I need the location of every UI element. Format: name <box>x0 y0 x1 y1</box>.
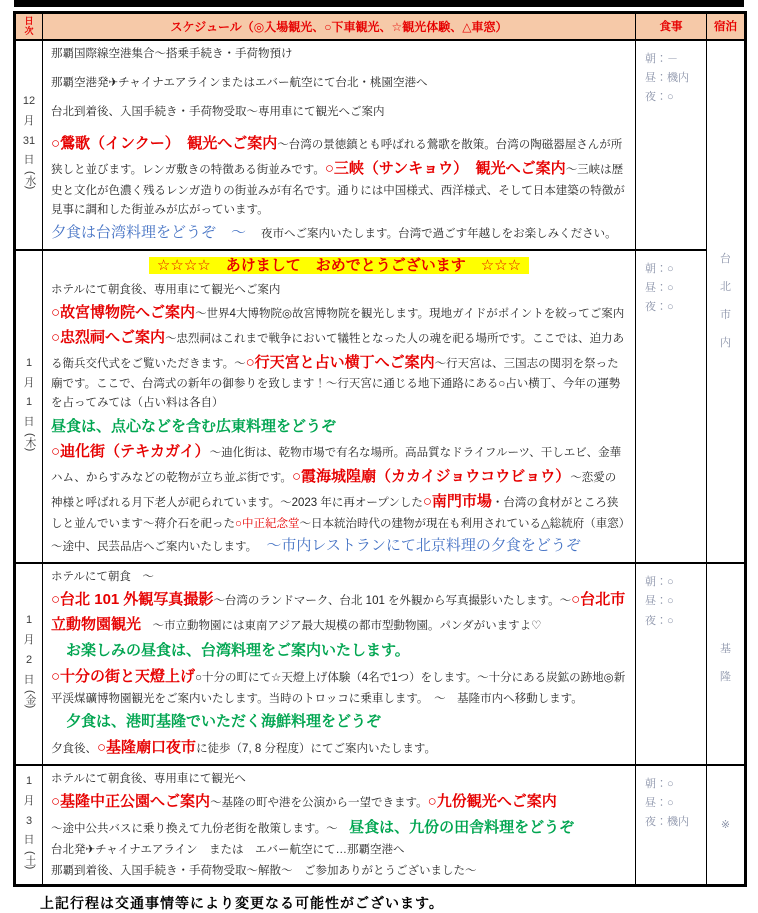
stay-char: 内 <box>720 336 731 349</box>
meal-line: 夜：機内 <box>645 816 689 829</box>
text-segment: ・台湾の食材がところ狭しと並んでいます～蒋介石を祀った <box>51 497 619 531</box>
text-segment: ホテルにて朝食後、専用車にて観光へご案内 <box>51 283 281 296</box>
text-segment: ～三峡は歴史と文化が色濃く残るレンガ造りの街並みが有名です。通りには中国様式、西洋様式、そして日本建築の特徴が見事に調和した街並みが広がっています。 <box>51 163 625 216</box>
text-segment: ○三峡（サンキョウ） 観光へご案内 <box>324 159 566 177</box>
text-segment: 台北発✈チャイナエアライン または エバー航空にて…那覇空港へ <box>51 844 405 857</box>
itinerary-table <box>13 11 747 887</box>
top-divider-bar <box>14 0 744 7</box>
meal-line: 朝：○ <box>645 777 674 790</box>
meal-line: 昼：機内 <box>645 71 689 84</box>
meal-line: 朝：○ <box>645 262 674 275</box>
text-segment: 夕食は、港町基隆でいただく海鮮料理をどうぞ <box>51 712 382 730</box>
schedule-paragraph <box>51 588 627 638</box>
text-segment: ～行天宮は、三国志の関羽を祭った廟です。ここで、台湾式の新年の御参りを致します！～行天宮に通じる地下通路にある○占い横丁、今年の運勢を占ってみては（占い料は各自） <box>51 357 621 410</box>
day-char: 月 <box>23 794 35 807</box>
schedule-cell <box>43 765 636 886</box>
stay-char: 基 <box>720 643 731 656</box>
text-segment: 夕食は台湾料理をどうぞ ～ <box>51 223 262 241</box>
text-segment: ～市立動物園には東南アジア最大規模の都市型動物園。パンダがいますよ♡ <box>141 620 542 633</box>
text-segment: ○霞海城隍廟（カカイジョウコウビョウ） <box>291 468 571 486</box>
text-segment: ～日本統治時代の建物が現在も利用されている△総統府（車窓）～途中、民芸品店へご案内いたします。 <box>51 518 625 554</box>
header-meal-column: 食事 <box>636 13 707 40</box>
highlight-banner <box>51 254 627 279</box>
text-segment: ～忠烈祠はこれまで戦争において犠牲となった人の魂を祀る場所です。ここでは、迫力ある衛兵交代式をご覧いただきます。～ <box>51 332 625 370</box>
day-of-week: (水) <box>23 171 36 190</box>
stay-char: 北 <box>720 280 731 293</box>
schedule-paragraph <box>51 862 627 881</box>
header-day-column <box>15 13 43 40</box>
stay-cell <box>707 765 746 886</box>
meal-line: 昼：○ <box>645 796 674 809</box>
meal-line: 夜：○ <box>645 301 674 314</box>
text-segment: ○行天宮と占い横丁へご案内 <box>245 353 435 371</box>
text-segment: 昼食は、九份の田舎料理をどうぞ <box>349 818 575 836</box>
text-segment: 夕食後、 <box>51 742 97 755</box>
day-char: 31 <box>22 134 36 147</box>
day-char: 月 <box>23 633 35 646</box>
day-char: 12 <box>22 95 36 108</box>
schedule-paragraph <box>51 301 627 414</box>
day-cell <box>15 250 43 563</box>
meal-line: 朝：○ <box>645 576 674 589</box>
text-segment: ～恋愛の神様と呼ばれる月下老人が祀られています。～2023 年に再オープンした <box>51 472 617 510</box>
stay-note-mark: ※ <box>720 819 731 832</box>
text-segment: ○南門市場 <box>422 493 492 511</box>
day-char: 日 <box>23 673 35 686</box>
text-segment: ホテルにて朝食 ～ <box>51 571 154 584</box>
day-char: 1 <box>25 614 33 627</box>
day-cell <box>15 563 43 765</box>
schedule-paragraph <box>51 710 627 735</box>
schedule-paragraph <box>51 415 627 440</box>
meal-cell <box>636 250 707 563</box>
day-char: 月 <box>23 114 35 127</box>
schedule-paragraph <box>51 841 627 860</box>
meal-cell <box>636 40 707 250</box>
schedule-paragraph <box>51 74 627 93</box>
schedule-cell <box>43 563 636 765</box>
day-char: 日 <box>23 154 35 167</box>
text-segment: ～基隆の町や港を公演から一望できます。 <box>210 796 428 809</box>
text-segment: ○台北 101 外観写真撮影 <box>51 591 214 609</box>
table-row <box>15 563 746 765</box>
text-segment: ○忠烈祠へご案内 <box>51 328 166 346</box>
table-header <box>15 13 746 40</box>
schedule-cell <box>43 250 636 563</box>
schedule-paragraph <box>51 816 627 841</box>
text-segment: 昼食は、点心などを含む広東料理をどうぞ <box>51 417 337 435</box>
header-stay-column: 宿泊 <box>707 13 746 40</box>
day-char: 1 <box>25 356 33 369</box>
text-segment: 夜市へご案内いたします。台湾で過ごす年越しをお楽しみください。 <box>261 227 617 240</box>
text-segment: ～市内レストランにて北京料理の夕食をどうぞ <box>251 537 581 555</box>
day-of-week: (木) <box>23 432 36 452</box>
day-char: 2 <box>25 653 33 666</box>
meal-line: 夜：○ <box>645 91 674 104</box>
text-segment: ～世界4大博物院◎故宮博物院を観光します。現地ガイドがポイントを絞ってご案内 <box>195 307 625 320</box>
stay-char: 隆 <box>720 671 731 684</box>
header-schedule-column: スケジュール（◎入場観光、○下車観光、☆観光体験、△車窓） <box>43 13 636 40</box>
stay-char: 市 <box>720 308 731 321</box>
text-segment: ○中正紀念堂 <box>235 518 300 531</box>
text-segment: ○故宮博物院へご案内 <box>51 303 196 321</box>
schedule-paragraph <box>51 639 627 664</box>
day-char: 1 <box>25 774 33 787</box>
header-day-label: 日次 <box>24 16 34 37</box>
day-cell <box>15 40 43 250</box>
schedule-paragraph <box>51 45 627 64</box>
text-segment: ○台北市立動物園観光 <box>51 591 626 634</box>
text-segment: ○十分の町にて☆天燈上げ体験（4名で1つ）をします。～十分にある炭鉱の跡地◎新平渓煤礦博物園観光をご案内いたします。当時のトロッコに乗車します。 ～ 基隆市内へ移動します。 <box>51 671 626 705</box>
text-segment: 那覇到着後、入国手続き・手荷物受取～解散～ ご参加ありがとうございました～ <box>51 864 477 877</box>
text-segment: ☆☆☆☆ あけまして おめでとうございます ☆☆☆ <box>149 257 529 274</box>
text-segment: ○鶯歌（インクー） 観光へご案内 <box>51 134 278 152</box>
footer-note: 上記行程は交通事情等により変更なる可能性がございます。 <box>40 894 444 911</box>
table-row <box>15 765 746 886</box>
schedule-paragraph <box>51 281 627 300</box>
schedule-paragraph <box>51 790 627 815</box>
day-of-week: (土) <box>23 851 36 870</box>
text-segment: ○九份観光へご案内 <box>427 792 557 810</box>
text-segment: ○迪化街（テキカガイ） <box>51 443 210 461</box>
schedule-cell <box>43 40 636 250</box>
text-segment: ○基隆中正公園へご案内 <box>51 792 211 810</box>
text-segment: ホテルにて朝食後、専用車にて観光へ <box>51 772 246 785</box>
day-char: 3 <box>25 814 33 827</box>
schedule-paragraph <box>51 770 627 789</box>
stay-char: 台 <box>720 252 731 265</box>
schedule-paragraph <box>51 132 627 220</box>
meal-line: 昼：○ <box>645 282 674 294</box>
day-cell <box>15 765 43 886</box>
table-row <box>15 250 746 563</box>
text-segment: 那覇国際線空港集合～搭乗手続き・手荷物預け <box>51 47 293 60</box>
day-char: 日 <box>23 416 35 429</box>
schedule-paragraph <box>51 221 627 246</box>
text-segment: 台北到着後、入国手続き・手荷物受取～専用車にて観光へご案内 <box>51 105 385 118</box>
meal-cell <box>636 765 707 886</box>
schedule-paragraph <box>51 736 627 761</box>
text-segment: ～迪化街は、乾物市場で有名な場所。高品質なドライフルーツ、干しエビ、金華ハム、からすみなどの乾物が立ち並ぶ街です。 <box>51 447 622 485</box>
day-of-week: (金) <box>23 690 36 709</box>
text-segment: ○基隆廟口夜市 <box>97 738 197 756</box>
schedule-paragraph <box>51 568 627 587</box>
itinerary-rows <box>15 40 746 885</box>
text-segment: ～台湾の景徳鎮とも呼ばれる鶯歌を散策。台湾の陶磁器屋さんが所狭しと並びます。レンガ敷きの特徴ある街並みです。 <box>51 138 623 176</box>
text-segment: お楽しみの昼食は、台湾料理をご案内いたします。 <box>51 641 410 659</box>
header-row <box>15 13 746 40</box>
schedule-paragraph <box>51 103 627 122</box>
meal-line: 昼：○ <box>645 595 674 608</box>
text-segment: 那覇空港発✈チャイナエアラインまたはエバー航空にて台北・桃園空港へ <box>51 76 428 89</box>
stay-cell <box>707 40 746 563</box>
text-segment: ○十分の街と天燈上げ <box>51 667 196 685</box>
table-row <box>15 40 746 250</box>
schedule-paragraph <box>51 440 627 559</box>
meal-line: 朝：－ <box>645 52 678 65</box>
schedule-paragraph <box>51 665 627 709</box>
text-segment: ～台湾のランドマーク、台北 101 を外観から写真撮影いたします。～ <box>213 595 572 608</box>
text-segment: に徒歩（7, 8 分程度）にてご案内いたします。 <box>196 742 437 755</box>
stay-cell <box>707 563 746 765</box>
day-char: 月 <box>23 376 35 389</box>
text-segment: ～途中公共バスに乗り換えて九份老街を散策します。～ <box>51 822 350 835</box>
day-char: 1 <box>25 396 33 409</box>
meal-cell <box>636 563 707 765</box>
meal-line: 夜：○ <box>645 614 674 627</box>
day-char: 日 <box>23 834 35 847</box>
